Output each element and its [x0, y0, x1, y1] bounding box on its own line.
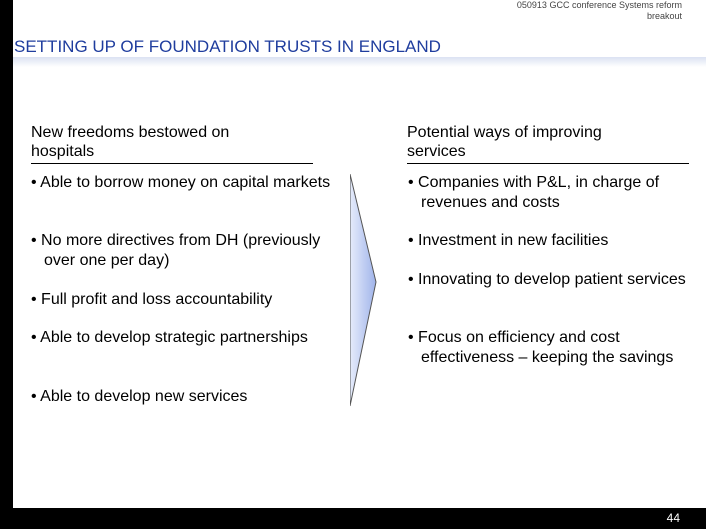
left-edge-bar	[0, 0, 13, 529]
right-item-4: • Focus on efficiency and cost effectiveness – keeping the savings	[408, 329, 674, 366]
page-number: 44	[666, 511, 680, 525]
right-item-2: • Investment in new facilities	[408, 232, 609, 249]
left-heading	[31, 123, 321, 161]
footer-bar	[0, 508, 706, 529]
header-meta	[517, 0, 682, 22]
chevron-arrow-icon	[350, 174, 380, 414]
left-item-2: • No more directives from DH (previously over one per day)	[31, 232, 321, 269]
left-item-4: • Able to develop strategic partnerships	[31, 329, 308, 346]
page-title: SETTING UP OF FOUNDATION TRUSTS IN ENGLAND	[14, 37, 441, 56]
right-heading-line1: Potential ways of improving	[407, 124, 602, 141]
right-heading	[407, 123, 697, 161]
left-heading-rule	[31, 163, 313, 164]
right-item-1: • Companies with P&L, in charge of revenues and costs	[408, 174, 660, 211]
left-heading-line1: New freedoms bestowed on	[31, 124, 230, 141]
right-heading-line2: services	[407, 143, 466, 160]
left-item-1: • Able to borrow money on capital markets	[31, 174, 331, 191]
header-session: breakout	[646, 11, 682, 21]
right-item-3: • Innovating to develop patient services	[408, 271, 686, 288]
header-event: GCC conference Systems reform	[549, 0, 682, 10]
left-heading-line2: hospitals	[31, 143, 95, 160]
left-item-5: • Able to develop new services	[31, 388, 248, 405]
left-item-3: • Full profit and loss accountability	[31, 291, 273, 308]
right-heading-rule	[407, 163, 689, 164]
header-code: 050913	[516, 0, 547, 10]
title-underline	[13, 57, 706, 67]
